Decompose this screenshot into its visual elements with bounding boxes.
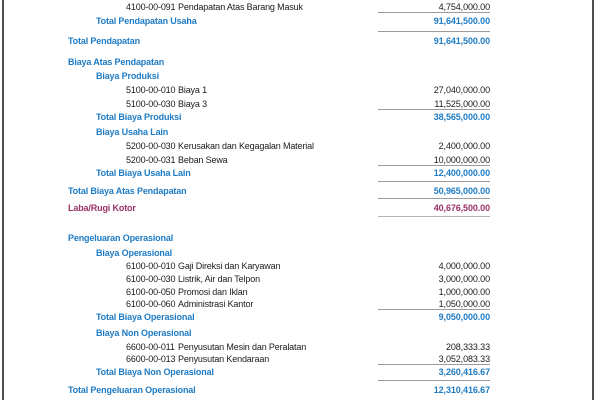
total-label: Total Pendapatan Usaha	[96, 16, 197, 26]
table-row	[0, 111, 600, 124]
table-row	[0, 15, 600, 28]
section-label: Biaya Operasional	[96, 248, 172, 258]
account-name: Beban Sewa	[178, 155, 228, 165]
account-code: 5200-00-030	[126, 141, 176, 151]
amount-cell: 12,310,416.67	[378, 380, 490, 396]
amount-cell: 38,565,000.00	[433, 112, 490, 122]
total-label: Total Biaya Usaha Lain	[96, 168, 191, 178]
section-label: Biaya Non Operasional	[96, 328, 192, 338]
table-row	[0, 70, 600, 83]
amount-cell: 50,965,000.00	[378, 181, 490, 197]
account-name: Listrik, Air dan Telpon	[178, 274, 260, 284]
amount-cell: 40,676,500.00	[378, 198, 490, 217]
amount-cell: 2,400,000.00	[438, 141, 490, 151]
amount-cell: 1,000,000.00	[438, 287, 490, 297]
table-row	[0, 311, 600, 324]
total-label: Total Biaya Produksi	[96, 112, 182, 122]
amount-cell: 91,641,500.00	[433, 16, 490, 26]
account-name: Biaya 3	[178, 99, 207, 109]
account-name: Penyusutan Mesin dan Peralatan	[178, 342, 307, 352]
account-name: Penyusutan Kendaraan	[178, 354, 270, 364]
amount-cell: 9,050,000.00	[438, 312, 490, 322]
table-row	[0, 126, 600, 139]
amount-cell: 3,260,416.67	[438, 367, 490, 377]
account-code: 5200-00-031	[126, 155, 176, 165]
account-code: 6100-00-050	[126, 287, 176, 297]
total-label: Total Biaya Operasional	[96, 312, 195, 322]
account-code: 6600-00-013	[126, 354, 176, 364]
amount-cell: 27,040,000.00	[433, 85, 490, 95]
amount-cell: 3,000,000.00	[438, 274, 490, 284]
table-row	[0, 202, 600, 215]
table-row	[0, 273, 600, 286]
table-row	[0, 247, 600, 260]
table-row	[0, 298, 600, 311]
table-row	[0, 98, 600, 111]
section-label: Biaya Usaha Lain	[96, 127, 169, 137]
amount-cell: 10,000,000.00	[378, 154, 490, 166]
table-row	[0, 84, 600, 97]
total-label: Total Pendapatan	[68, 36, 140, 46]
amount-cell: 208,333.33	[445, 342, 490, 352]
account-code: 6100-00-030	[126, 274, 176, 284]
table-row	[0, 140, 600, 153]
account-code: 6600-00-011	[126, 342, 175, 352]
table-row	[0, 353, 600, 366]
account-code: 5100-00-010	[126, 85, 176, 95]
table-row	[0, 1, 600, 14]
account-code: 5100-00-030	[126, 99, 176, 109]
table-row	[0, 232, 600, 245]
amount-cell: 91,641,500.00	[378, 31, 490, 47]
account-name: Gaji Direksi dan Karyawan	[178, 261, 281, 271]
table-row	[0, 260, 600, 273]
total-label: Total Biaya Non Operasional	[96, 367, 214, 377]
account-name: Kerusakan dan Kegagalan Material	[178, 141, 314, 151]
amount-cell: 4,000,000.00	[438, 261, 490, 271]
account-name: Pendapatan Atas Barang Masuk	[178, 2, 303, 12]
section-label: Pengeluaran Operasional	[68, 233, 174, 243]
table-row	[0, 384, 600, 397]
amount-cell: 11,525,000.00	[378, 98, 490, 110]
account-code: 6100-00-010	[126, 261, 176, 271]
total-label: Total Biaya Atas Pendapatan	[68, 186, 187, 196]
table-row	[0, 366, 600, 379]
account-name: Promosi dan Iklan	[178, 287, 248, 297]
table-row	[0, 154, 600, 167]
amount-cell: 4,754,000.00	[378, 1, 490, 13]
table-row	[0, 185, 600, 198]
table-row	[0, 56, 600, 69]
section-label: Biaya Atas Pendapatan	[68, 57, 165, 67]
amount-cell: 3,052,083.33	[378, 353, 490, 365]
table-row	[0, 167, 600, 180]
total-label: Total Pengeluaran Operasional	[68, 385, 196, 395]
account-code: 4100-00-091	[126, 2, 176, 12]
amount-cell: 12,400,000.00	[433, 168, 490, 178]
gross-profit-label: Laba/Rugi Kotor	[68, 203, 136, 213]
table-row	[0, 327, 600, 340]
account-code: 6100-00-060	[126, 299, 176, 309]
section-label: Biaya Produksi	[96, 71, 159, 81]
amount-cell: 1,050,000.00	[378, 298, 490, 310]
account-name: Biaya 1	[178, 85, 207, 95]
account-name: Administrasi Kantor	[178, 299, 254, 309]
table-row	[0, 35, 600, 48]
